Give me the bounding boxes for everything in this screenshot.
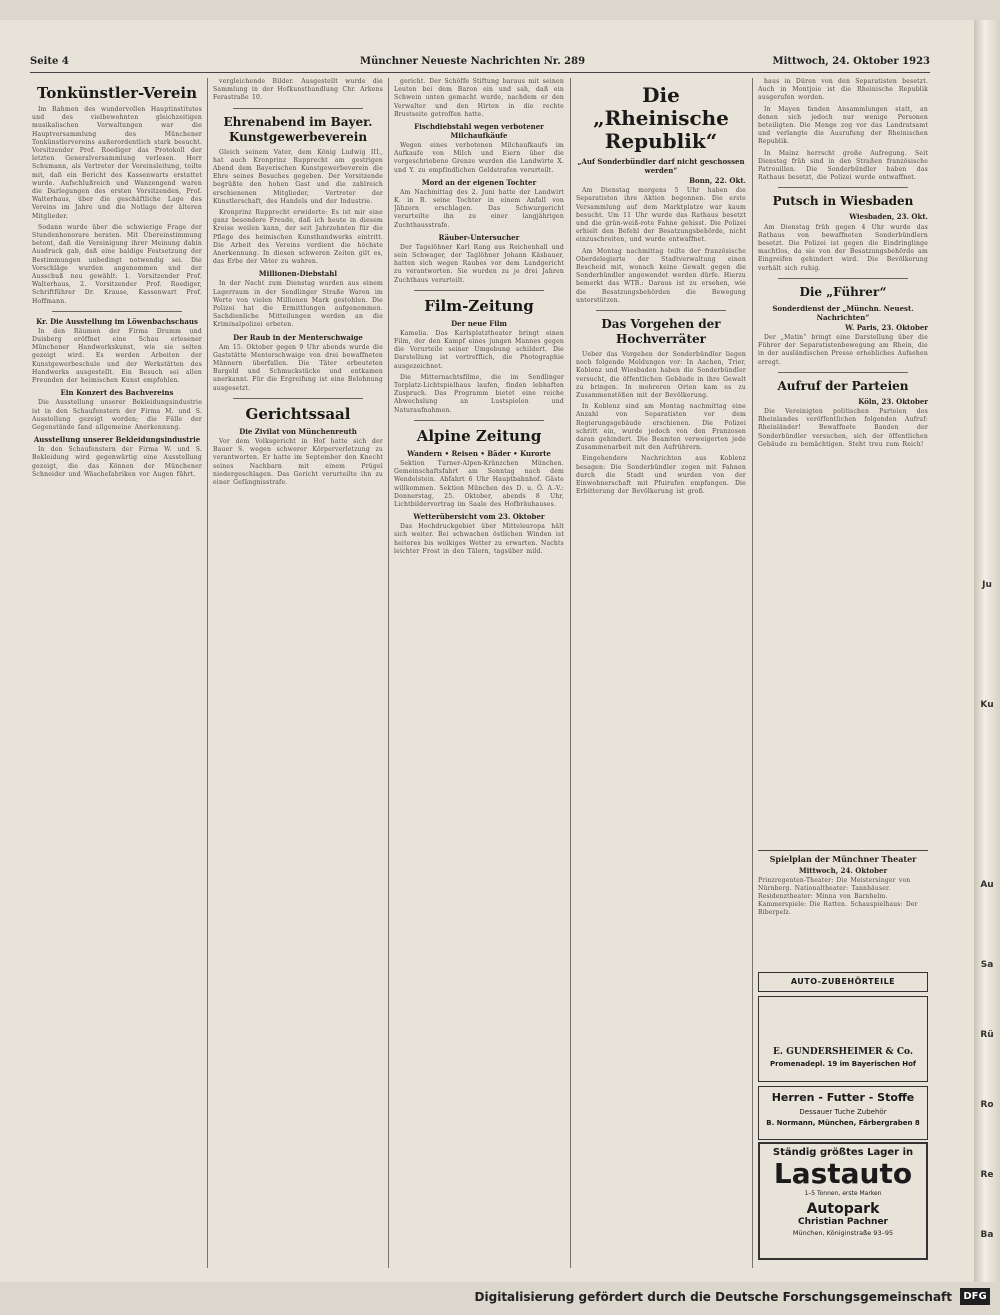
ad-small: 1–5 Tonnen, erste Marken xyxy=(804,1190,882,1197)
section-subhead: Der neue Film xyxy=(451,318,507,328)
paragraph: vergleichende Bilder. Ausgestellt wurde die Sammlung in der Hofkunsthandlung Chr. Arkens Ferastraße 10. xyxy=(213,78,383,102)
theatre-date: Mittwoch, 24. Oktober xyxy=(798,866,888,875)
paragraph: Am Montag nachmittag teilte der französische Oberdelegierte der Stadtverwaltung einen Bescheid mit, wonach keine Gewalt gegen die Sonderbündler angewendet werden dürfe. Hierzu bemerkt das WTB.: Daraus ist zu ersehen, wie die Besatzungsbehörden die Bewegung unterstützen. xyxy=(576,247,746,304)
ad-top: Ständig größtes Lager in xyxy=(772,1147,914,1158)
section-title: Fischdiebstahl wegen verbotener Milchaufkäufe xyxy=(414,122,544,141)
paragraph: In der Nacht zum Dienstag wurden aus einem Lagerraum in der Sendlinger Straße Waren im Werte von vielen Millionen Mark gestohlen. Die Polizei hat die Ermittlungen aufgenommen. Sachdienliche Mitteilungen werden an die Kriminalpolizei erbeten. xyxy=(213,280,383,329)
theatre-title: Spielplan der Münchner Theater xyxy=(769,854,917,864)
page-number: Seite 4 xyxy=(30,56,69,67)
ad-lastauto xyxy=(758,1142,928,1260)
paragraph: In Mainz herrscht große Aufregung. Seit Dienstag früh sind in den Straßen französische Patrouillen. Die Sonderbündler haben das Rathaus besetzt, die Polizei wurde entwaffnet. xyxy=(758,149,928,182)
column-rule xyxy=(207,78,208,1268)
edge-fragment: Au xyxy=(980,880,994,890)
article-headline: Die „Rheinische Republik“ xyxy=(593,83,729,153)
column-3 xyxy=(394,78,564,1268)
edge-fragment: Ku xyxy=(980,700,994,710)
section-title: Wetterübersicht vom 23. Oktober xyxy=(413,512,545,522)
ad-auto-parts xyxy=(758,972,928,992)
paragraph: Sodann wurde über die schwierige Frage der Stundenhonorare beraten. Mit Übereinstimmung betont, daß die Vereinigung ihrer Meinung dahin Ausdruck gab, daß eine baldige Festsetzung der Bestimmungen unbedingt notwendig sei. Die Vorschläge wurden angenommen und der Ausschuß neu gewählt: 1. Vorsitzender Prof. Walterhaus, 2. Vorsitzender Prof. Roediger, Schriftführer Dr. Krause, Kassenwart Prof. Hoffmann. xyxy=(32,223,202,305)
ad-gundersheimer xyxy=(758,996,928,1082)
ad-address: Promenadepl. 19 im Bayerischen Hof xyxy=(770,1060,916,1068)
section-title: Ein Konzert des Bachvereins xyxy=(60,388,174,398)
edge-fragment: Ju xyxy=(982,580,992,590)
edge-fragment: Sa xyxy=(980,960,994,970)
section-title: Räuber-Untersucher xyxy=(438,232,520,242)
adjacent-page-edge xyxy=(974,20,1000,1282)
column-5 xyxy=(758,78,928,838)
ad-big: Lastauto xyxy=(773,1157,913,1190)
divider xyxy=(596,310,726,311)
paragraph: haus in Düren von den Separatisten besetzt. Auch in Montjoie ist die Rheinische Republik ausgerufen worden. xyxy=(758,78,928,102)
divider xyxy=(52,311,182,312)
column-rule xyxy=(388,78,389,1268)
paragraph: Das Hochdruckgebiet über Mitteleuropa hält sich weiter. Bei schwachen östlichen Winden ist heiteres bis wolkiges Wetter zu erwarten. Nachts leichter Frost in den Tälern, tagsüber mild. xyxy=(394,523,564,555)
paragraph: Sektion Turner-Alpen-Kränzchen München. Gemeinschaftsfahrt am Sonntag nach dem Wendelstein. Abfahrt 6 Uhr Hauptbahnhof. Gäste willkommen. Sektion München des D. u. Ö. A.-V.: Donnerstag, 25. Oktober, abends 8 Uhr, Lichtbildervortrag im Saale des Hofbräuhauses. xyxy=(394,459,564,508)
paragraph: Am Dienstag morgens 5 Uhr haben die Separatisten ihre Aktion begonnen. Die erste Versammlung auf dem Marktplatze war kaum besucht. Um 11 Uhr wurde das Rathaus besetzt und die grün-weiß-rote Fahne gehisst. Die Polizei erhielt den Befehl der Besatzungsbehörde, nicht einzuschreiten, und wurde entwaffnet. xyxy=(576,187,746,244)
paragraph: Eingehendere Nachrichten aus Koblenz besagen: Die Sonderbündler zogen mit Fahnen durch die Stadt und wurden von der Einwohnerschaft mit Pfuirufen empfangen. Die Erbitterung der Bevölkerung ist groß. xyxy=(576,455,746,496)
header-rule xyxy=(30,72,930,73)
ad-firm: B. Normann, München, Färbergraben 8 xyxy=(766,1119,920,1127)
paragraph: Kamelia. Das Karlsplatztheater bringt einen Film, der den Kampf eines jungen Mannes gegen die Vorurteile seiner Umgebung schildert. Die Darstellung ist vortrefflich, die Photographie ausgezeichnet. xyxy=(394,329,564,370)
article-subhead: Sonderdienst der „Münchn. Neuest. Nachrichten“ xyxy=(772,303,914,322)
issue-date: Mittwoch, 24. Oktober 1923 xyxy=(772,56,930,67)
section-title: Der Raub in der Menterschwaige xyxy=(233,332,363,342)
article-body xyxy=(32,106,202,306)
edge-fragment: Ro xyxy=(980,1100,994,1110)
column-4 xyxy=(576,78,746,1268)
paragraph: Vor dem Volksgericht in Hof hatte sich der Bauer S. wegen schwerer Körperverletzung zu verantworten. Er hatte im September den Knecht seines Nachbarn mit einem Prügel niedergeschlagen. Das Gericht verurteilte ihn zu einer Gefängnisstrafe. xyxy=(213,437,383,486)
dateline: Bonn, 22. Okt. xyxy=(689,176,746,185)
ad-firm-name: E. GUNDERSHEIMER & Co. xyxy=(773,1047,913,1057)
paragraph: Der Tagelöhner Karl Rang aus Reichenhall und sein Schwager, der Taglöhner Johann Käsbauer, hatten sich wegen Raubes vor dem Landgericht zu verantworten. Sie wurden zu je drei Jahren Zuchthaus verurteilt. xyxy=(394,243,564,284)
section-title: Die Zivilat von Münchenreuth xyxy=(239,426,357,436)
paragraph: Der „Matin“ bringt eine Darstellung über die Führer der Separatistenbewegung am Rhein, die in der ausländischen Presse erhebliches Aufsehen erregt. xyxy=(758,334,928,366)
footer-credit: Digitalisierung gefördert durch die Deutsche Forschungsgemeinschaft xyxy=(474,1290,952,1304)
article-headline: Putsch in Wiesbaden xyxy=(772,194,914,209)
ad-line: Dessauer Tuche Zubehör xyxy=(799,1108,887,1116)
masthead: Münchner Neueste Nachrichten Nr. 289 xyxy=(360,56,586,67)
ad-title: Herren - Futter - Stoffe xyxy=(771,1091,915,1104)
theatre-listing xyxy=(758,850,928,966)
dateline: Wiesbaden, 23. Okt. xyxy=(849,212,928,222)
article-subhead: „Auf Sonderbündler darf nicht geschossen werden“ xyxy=(577,157,745,175)
paragraph: Wegen eines verbotenen Milchaufkaufs im Aufkaufe von Milch und Eiern über die vorgeschriebene Grenze wurden die Landwirte X. und Y. zu empfindlichen Geldstrafen verurteilt. xyxy=(394,142,564,174)
paragraph: Am 15. Oktober gegen 9 Uhr abends wurde die Gaststätte Menterschwaige von drei bewaffneten Männern überfallen. Die Täter erbeuteten Bargeld und Schmuckstücke und entkamen unerkannt. Für die Ergreifung ist eine Belohnung ausgesetzt. xyxy=(213,343,383,392)
ad-owner: Christian Pachner xyxy=(797,1217,888,1227)
divider xyxy=(414,290,544,291)
paragraph: In den Räumen der Firma Drumm und Duisberg eröffnet eine Schau erlesener Münchener Handwerkskunst, wie sie selten gezeigt wird. Es werden Arbeiten der Kunstgewerbeschule und der Werkstätten des Handwerks ausgestellt. Ein Besuch sei allen Freunden der heimischen Kunst empfohlen. xyxy=(32,327,202,385)
theatre-body: Prinzregenten-Theater: Die Meistersinger von Nürnberg. Nationaltheater: Tannhäuser. Residenztheater: Minna von Barnhelm. Kammerspiele: Die Ratten. Schauspielhaus: Der Biberpelz. xyxy=(758,877,918,916)
article-headline: Aufruf der Parteien xyxy=(777,378,909,393)
article-headline: Tonkünstler-Verein xyxy=(36,84,198,102)
article-headline: Die „Führer“ xyxy=(799,284,887,299)
paragraph: Am Nachmittag des 2. Juni hatte der Landwirt K. in B. seine Tochter in einem Anfall von Jähzorn erschlagen. Das Schwurgericht verurteilte ihn zu einer langjährigen Zuchthausstrafe. xyxy=(394,188,564,229)
section-subhead: Wandern • Reisen • Bäder • Kurorte xyxy=(407,448,551,458)
edge-fragment: Re xyxy=(980,1170,994,1180)
column-1 xyxy=(32,78,202,1268)
paragraph: Die Ausstellung unserer Bekleidungsindustrie ist in den Schaufenstern der Firma M. und S. Ausstellung gezeigt worden; die Fülle der Gegenstände fand allgemeine Anerkennung. xyxy=(32,399,202,431)
section-title: Ausstellung unserer Bekleidungsindustrie xyxy=(33,435,201,445)
divider xyxy=(778,278,908,279)
divider xyxy=(233,108,363,109)
ad-herren-futter xyxy=(758,1086,928,1140)
section-headline: Alpine Zeitung xyxy=(416,426,542,445)
column-2 xyxy=(213,78,383,1268)
divider xyxy=(414,420,544,421)
paragraph: In Mayen fanden Ansammlungen statt, an denen sich jedoch nur wenige Personen beteiligten. Die Menge zog vor das Landratsamt und verlangte die Ausrufung der Rheinischen Republik. xyxy=(758,105,928,146)
ad-text: AUTO-ZUBEHÖRTEILE xyxy=(790,977,896,986)
column-rule xyxy=(570,78,571,1268)
paragraph: In den Schaufenstern der Firma W. und S. Bekleidung wird gegenwärtig eine Ausstellung gezeigt, die das Können der Münchener Schneider und Wäschefabriken vor Augen führt. xyxy=(32,446,202,478)
divider xyxy=(778,372,908,373)
paragraph: Gleich seinem Vater, dem König Ludwig III., hat auch Kronprinz Rupprecht am gestrigen Abend dem Bayerischen Kunstgewerbeverein die Ehre seines Besuches gegeben. Der Vorsitzende begrüßte den hohen Gast und die zahlreich erschienenen Mitglieder, Vertreter der Künstlerschaft, des Handels und der Industrie. xyxy=(213,148,383,205)
divider xyxy=(233,398,363,399)
paragraph: Die Vereinigten politischen Parteien des Rheinlandes veröffentlichen folgenden Aufruf: Rheinländer! Bewaffnete Banden der Sonderbündler versuchen, sich der öffentlichen Gebäude zu bemächtigen. Steht treu zum Reich! xyxy=(758,408,928,448)
article-headline: Das Vorgehen der Hochverräter xyxy=(601,317,721,347)
paragraph: Die Mitternachtsfilme, die im Sendlinger Torplatz-Lichtspielhaus laufen, finden lebhaften Zuspruch. Das Programm bietet eine reiche Abwechslung an Lustspielen und Naturaufnahmen. xyxy=(394,373,564,414)
article-headline: Ehrenabend im Bayer. Kunstgewerbeverein xyxy=(223,114,373,144)
paragraph: gericht. Der Schöffe Stiftung baraus mit seinen Leuten bei dem Baron ein und sah, daß ein Schwein unten gemacht wurde, nachdem er den Verwalter und den Hirten in die rechte Brustseite getroffen hatte. xyxy=(394,78,564,118)
section-title: Mord an der eigenen Tochter xyxy=(421,177,537,187)
paragraph: Am Dienstag früh gegen 4 Uhr wurde das Rathaus von bewaffneten Sonderbündlern besetzt. Die Polizei ist gegen die Eindringlinge machtlos, da sie von der Besatzungsbehörde am Eingreifen gehindert wird. Die Bevölkerung verhält sich ruhig. xyxy=(758,223,928,272)
section-headline: Gerichtssaal xyxy=(245,404,351,423)
column-rule xyxy=(752,78,753,1268)
section-title: Kr. Die Ausstellung im Löwenbachschaus xyxy=(36,316,198,326)
ad-address: München, Königinstraße 93–95 xyxy=(792,1229,894,1237)
paragraph: Ueber das Vorgehen der Sonderbündler liegen noch folgende Meldungen vor: In Aachen, Trier, Koblenz und Wiesbaden haben die Sonderbündler versucht, die öffentlichen Gebäude in ihre Gewalt zu bringen. In mehreren Orten kam es zu Zusammenstößen mit der Bevölkerung. xyxy=(576,351,746,400)
dateline: Köln, 23. Oktober xyxy=(858,396,928,406)
section-headline: Film-Zeitung xyxy=(424,296,534,315)
paragraph: In Koblenz sind am Montag nachmittag eine Anzahl von Separatisten vor dem Regierungsgebäude erschienen. Die Polizei schritt ein, wurde jedoch von den Franzosen daran gehindert. Die Beamten verweigerten jede Zusammenarbeit mit den Aufrührern. xyxy=(576,403,746,452)
edge-fragment: Ba xyxy=(980,1230,994,1240)
ad-name: Autopark xyxy=(806,1201,880,1217)
dateline: W. Paris, 23. Oktober xyxy=(845,322,928,332)
digitization-footer xyxy=(0,1288,1000,1308)
paragraph: Im Rahmen des wundervollen Hauptinstitutes und des vielbewohnten gleichzeitigen musikalischen Verwaltungen war die Hauptversammlung des Münchener Tonkünstlervereins außerordentlich stark besucht. Vorsitzender Prof. Roediger das Protokoll der letzten Generalversammlung verlesen. Herr Schumann, als Vertreter der Vereinsleitung, teilte mit, daß ein Bericht des Kassenwarts erstattet wurde. Aufschlußreich und Wanzengend waren die Darlegungen des ersten Vorsitzenden, Prof. Walterhaus, über die geschäftliche Lage des Vereins im Jahre und die Notlage der älteren Mitglieder. xyxy=(32,106,202,220)
edge-fragment: Rü xyxy=(980,1030,994,1040)
paragraph: Kronprinz Rupprecht erwiderte: Es ist mir eine ganz besondere Freude, daß ich heute in diesem Kreise weilen kann, der seit Jahrzehnten für die Pflege des heimischen Kunsthandwerks eintritt. Die Arbeit des Vereins verdient die höchste Anerkennung. In diesen schweren Zeiten gilt es, das Erbe der Väter zu wahren. xyxy=(213,209,383,266)
divider xyxy=(778,187,908,188)
dfg-logo: DFG xyxy=(960,1288,990,1305)
section-title: Millionen-Diebstahl xyxy=(258,269,338,279)
